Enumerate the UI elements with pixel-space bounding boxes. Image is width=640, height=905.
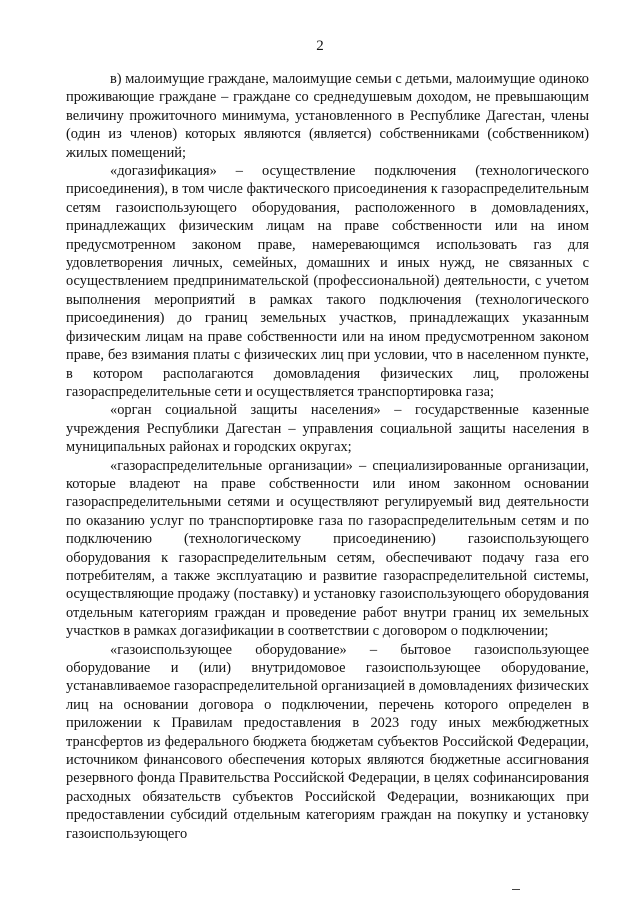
paragraph-gas-using-equipment: «газоиспользующее оборудование» – бытовое газоиспользующее оборудование и (или) внутридомовое газоиспользующее оборудование, устанавливаемое газораспределительной организацией в домовладениях физических лиц на основании договора о подключении, перечень которого определен в приложении к Правилам предоставления в 2023 году иных межбюджетных трансфертов из федерального бюджета бюджетам субъектов Российской Федерации, источником финансового обеспечения которых являются бюджетные ассигнования резервного фонда Правительства Российской Федерации, в целях софинансирования расходных обязательств субъектов Российской Федерации, возникающих при предоставлении субсидий отдельным категориям граждан на покупку и установку газоиспользующего — [66, 641, 589, 842]
paragraph-gas-distribution-organizations: «газораспределительные организации» – специализированные организации, которые владеют на праве собственности или ином законном основании газораспределительными сетями и осуществляют регулируемый вид деятельности по оказанию услуг по транспортировке газа по газораспределительным сетям и по подключению (технологическому присоединению) газоиспользующего оборудования к газораспределительным сетям, обеспечивают подачу газа его потребителям, а также эксплуатацию и развитие газораспределительной системы, осуществляющие продажу (поставку) и установку газоиспользующего оборудования отдельным категориям граждан и проведение работ внутри границ их земельных участков в рамках догазификации в соответствии с договором о подключении; — [66, 457, 589, 640]
paragraph-low-income-citizens: в) малоимущие граждане, малоимущие семьи с детьми, малоимущие одиноко проживающие граждане – граждане со среднедушевым доходом, не превышающим величину прожиточного минимума, установленного в Республике Дагестан, члены (один из членов) которых являются (является) собственниками (собственником) жилых помещений; — [66, 71, 589, 161]
body-text — [66, 70, 589, 843]
paragraph-social-protection-body: «орган социальной защиты населения» – государственные казенные учреждения Республики Дагестан – управления социальной защиты населения в муниципальных районах и городских округах; — [66, 402, 589, 456]
page-number: 2 — [316, 38, 324, 54]
paragraph-dogazification-definition: «догазификация» – осуществление подключения (технологического присоединения), в том числе фактического присоединения к газораспределительным сетям газоиспользующего оборудования, расположенного в домовладениях, принадлежащих физическим лицам на праве собственности или на ином предусмотренном законом праве, намеревающимся использовать газ для удовлетворения личных, семейных, домашних и иных нужд, не связанных с осуществлением предпринимательской (профессиональной) деятельности, с учетом выполнения мероприятий в рамках такого подключения (технологического присоединения) до границ земельных участков, принадлежащих указанным физическим лицам на праве собственности или на ином предусмотренном законом праве, без взимания платы с физических лиц при условии, что в населенном пункте, в котором располагаются домовладения физических лиц, проложены газораспределительные сети и осуществляется транспортировка газа; — [66, 163, 589, 400]
scan-artifact — [512, 889, 520, 890]
